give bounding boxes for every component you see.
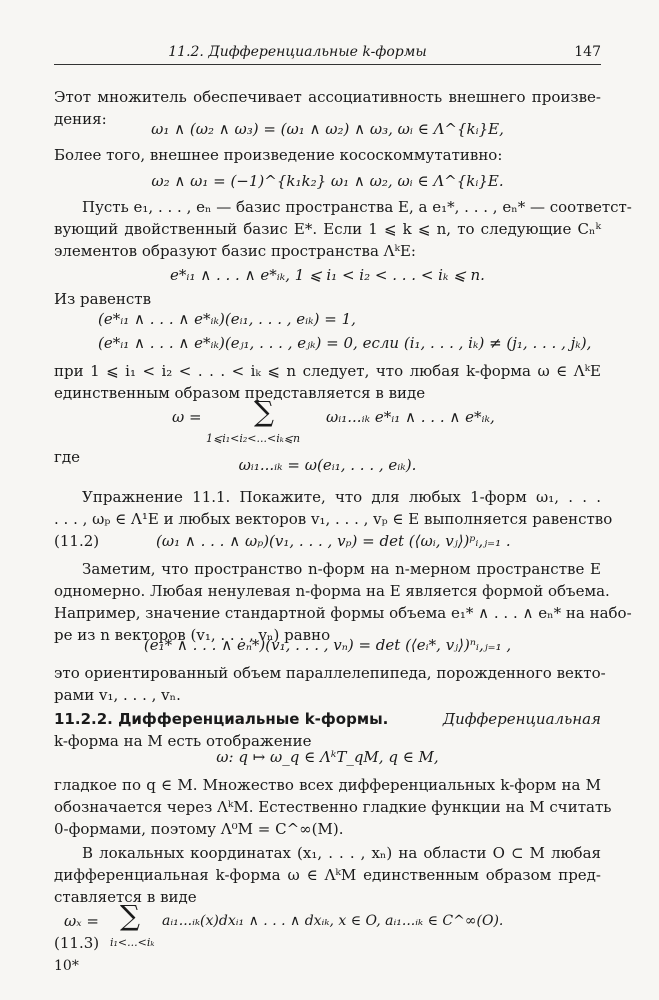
text-line: В локальных координатах (x₁, . . . , xₙ) на области O ⊂ M любая [82, 844, 601, 862]
text-line: обозначается через ΛᵏM. Естественно гладкие функции на M считать [54, 798, 612, 816]
formula: ωᵢ₁...ᵢₖ e*ᵢ₁ ∧ . . . ∧ e*ᵢₖ, [326, 408, 495, 426]
text-line: где [54, 448, 80, 466]
text-line: единственным образом представляется в виде [54, 384, 426, 402]
text-line: Пусть e₁, . . . , eₙ — базис пространства E, а e₁*, . . . , eₙ* — соответст- [82, 198, 632, 216]
signature-mark: 10* [54, 958, 79, 974]
formula: aᵢ₁...ᵢₖ(x)dxᵢ₁ ∧ . . . ∧ dxᵢₖ, x ∈ O, aᵢ₁...ᵢₖ ∈ C^∞(O). [162, 913, 504, 929]
formula: (e*ᵢ₁ ∧ . . . ∧ e*ᵢₖ)(eⱼ₁, . . . , eⱼₖ) = 0, если (i₁, . . . , iₖ) ≠ (j₁, . . . , jₖ), [98, 334, 592, 352]
sum-sign: ∑ [254, 395, 274, 428]
header-title: 11.2. Дифференциальные k-формы [168, 44, 427, 60]
formula: (ω₁ ∧ . . . ∧ ωₚ)(v₁, . . . , vₚ) = det (⟨ωᵢ, vⱼ⟩)ᵖᵢ,ⱼ₌₁ . [156, 532, 511, 550]
page-number: 147 [574, 44, 601, 60]
formula: ωₓ = [64, 912, 99, 930]
formula: (e*ᵢ₁ ∧ . . . ∧ e*ᵢₖ)(eᵢ₁, . . . , eᵢₖ) = 1, [98, 310, 356, 328]
header-rule [54, 64, 601, 65]
formula: (e₁* ∧ . . . ∧ eₙ*)(v₁, . . . , vₙ) = det (⟨eᵢ*, vⱼ⟩)ⁿᵢ,ⱼ₌₁ , [143, 636, 512, 654]
formula: ω₁ ∧ (ω₂ ∧ ω₃) = (ω₁ ∧ ω₂) ∧ ω₃, ωᵢ ∈ Λ^{kᵢ}E, [151, 120, 504, 138]
formula: e*ᵢ₁ ∧ . . . ∧ e*ᵢₖ, 1 ⩽ i₁ < i₂ < . . . < iₖ ⩽ n. [170, 266, 485, 284]
text-line: 0-формами, поэтому Λ⁰M = C^∞(M). [54, 820, 344, 838]
subsection-title: 11.2.2. Дифференциальные k-формы. [54, 710, 389, 728]
running-header [54, 44, 601, 64]
text-line: элементов образуют базис пространства ΛᵏE: [54, 242, 416, 260]
text-line: Этот множитель обеспечивает ассоциативность внешнего произве- [54, 88, 601, 106]
text-line: гладкое по q ∈ M. Множество всех дифференциальных k-форм на M [54, 776, 601, 794]
term-definition: Дифференциальная [442, 710, 601, 728]
sum-sign: ∑ [120, 899, 140, 932]
formula: ωᵢ₁...ᵢₖ = ω(eᵢ₁, . . . , eᵢₖ). [238, 456, 417, 474]
formula: ω: q ↦ ω_q ∈ ΛᵏT_qM, q ∈ M, [216, 748, 439, 766]
text-line: ставляется в виде [54, 888, 197, 906]
text-line: Более того, внешнее произведение кососкоммутативно: [54, 146, 503, 164]
text-line: рами v₁, . . . , vₙ. [54, 686, 181, 704]
sum-limits: i₁<...<iₖ [110, 936, 155, 949]
text-line: Например, значение стандартной формы объема e₁* ∧ . . . ∧ eₙ* на набо- [54, 604, 632, 622]
book-page [54, 0, 632, 1000]
equation-number: (11.3) [54, 934, 100, 952]
text-line: при 1 ⩽ i₁ < i₂ < . . . < iₖ ⩽ n следует, что любая k-форма ω ∈ ΛᵏE [54, 362, 601, 380]
equation-number: (11.2) [54, 532, 100, 550]
text-line: одномерно. Любая ненулевая n-форма на E является формой объема. [54, 582, 610, 600]
formula: ω = [172, 408, 202, 426]
text-line: Заметим, что пространство n-форм на n-мерном пространстве E [82, 560, 601, 578]
text-line: вующий двойственный базис E*. Если 1 ⩽ k ⩽ n, то следующие Cₙᵏ [54, 220, 601, 238]
text-line: это ориентированный объем параллелепипеда, порожденного векто- [54, 664, 606, 682]
text-line: k-форма на M есть отображение [54, 732, 312, 750]
text-line: ре из n векторов (v₁, . . . , vₙ) равно [54, 626, 331, 644]
exercise-line: Упражнение 11.1. Покажите, что для любых 1-форм ω₁, . . . [82, 488, 601, 506]
text-line: . . . , ωₚ ∈ Λ¹E и любых векторов v₁, . . . , vₚ ∈ E выполняется равенство [54, 510, 613, 528]
formula: ω₂ ∧ ω₁ = (−1)^{k₁k₂} ω₁ ∧ ω₂, ωᵢ ∈ Λ^{kᵢ}E. [151, 172, 504, 190]
text-line: дения: [54, 110, 107, 128]
sum-limits: 1⩽i₁<i₂<...<iₖ⩽n [206, 432, 301, 445]
text-line: дифференциальная k-форма ω ∈ ΛᵏM единственным образом пред- [54, 866, 601, 884]
text-line: Из равенств [54, 290, 152, 308]
